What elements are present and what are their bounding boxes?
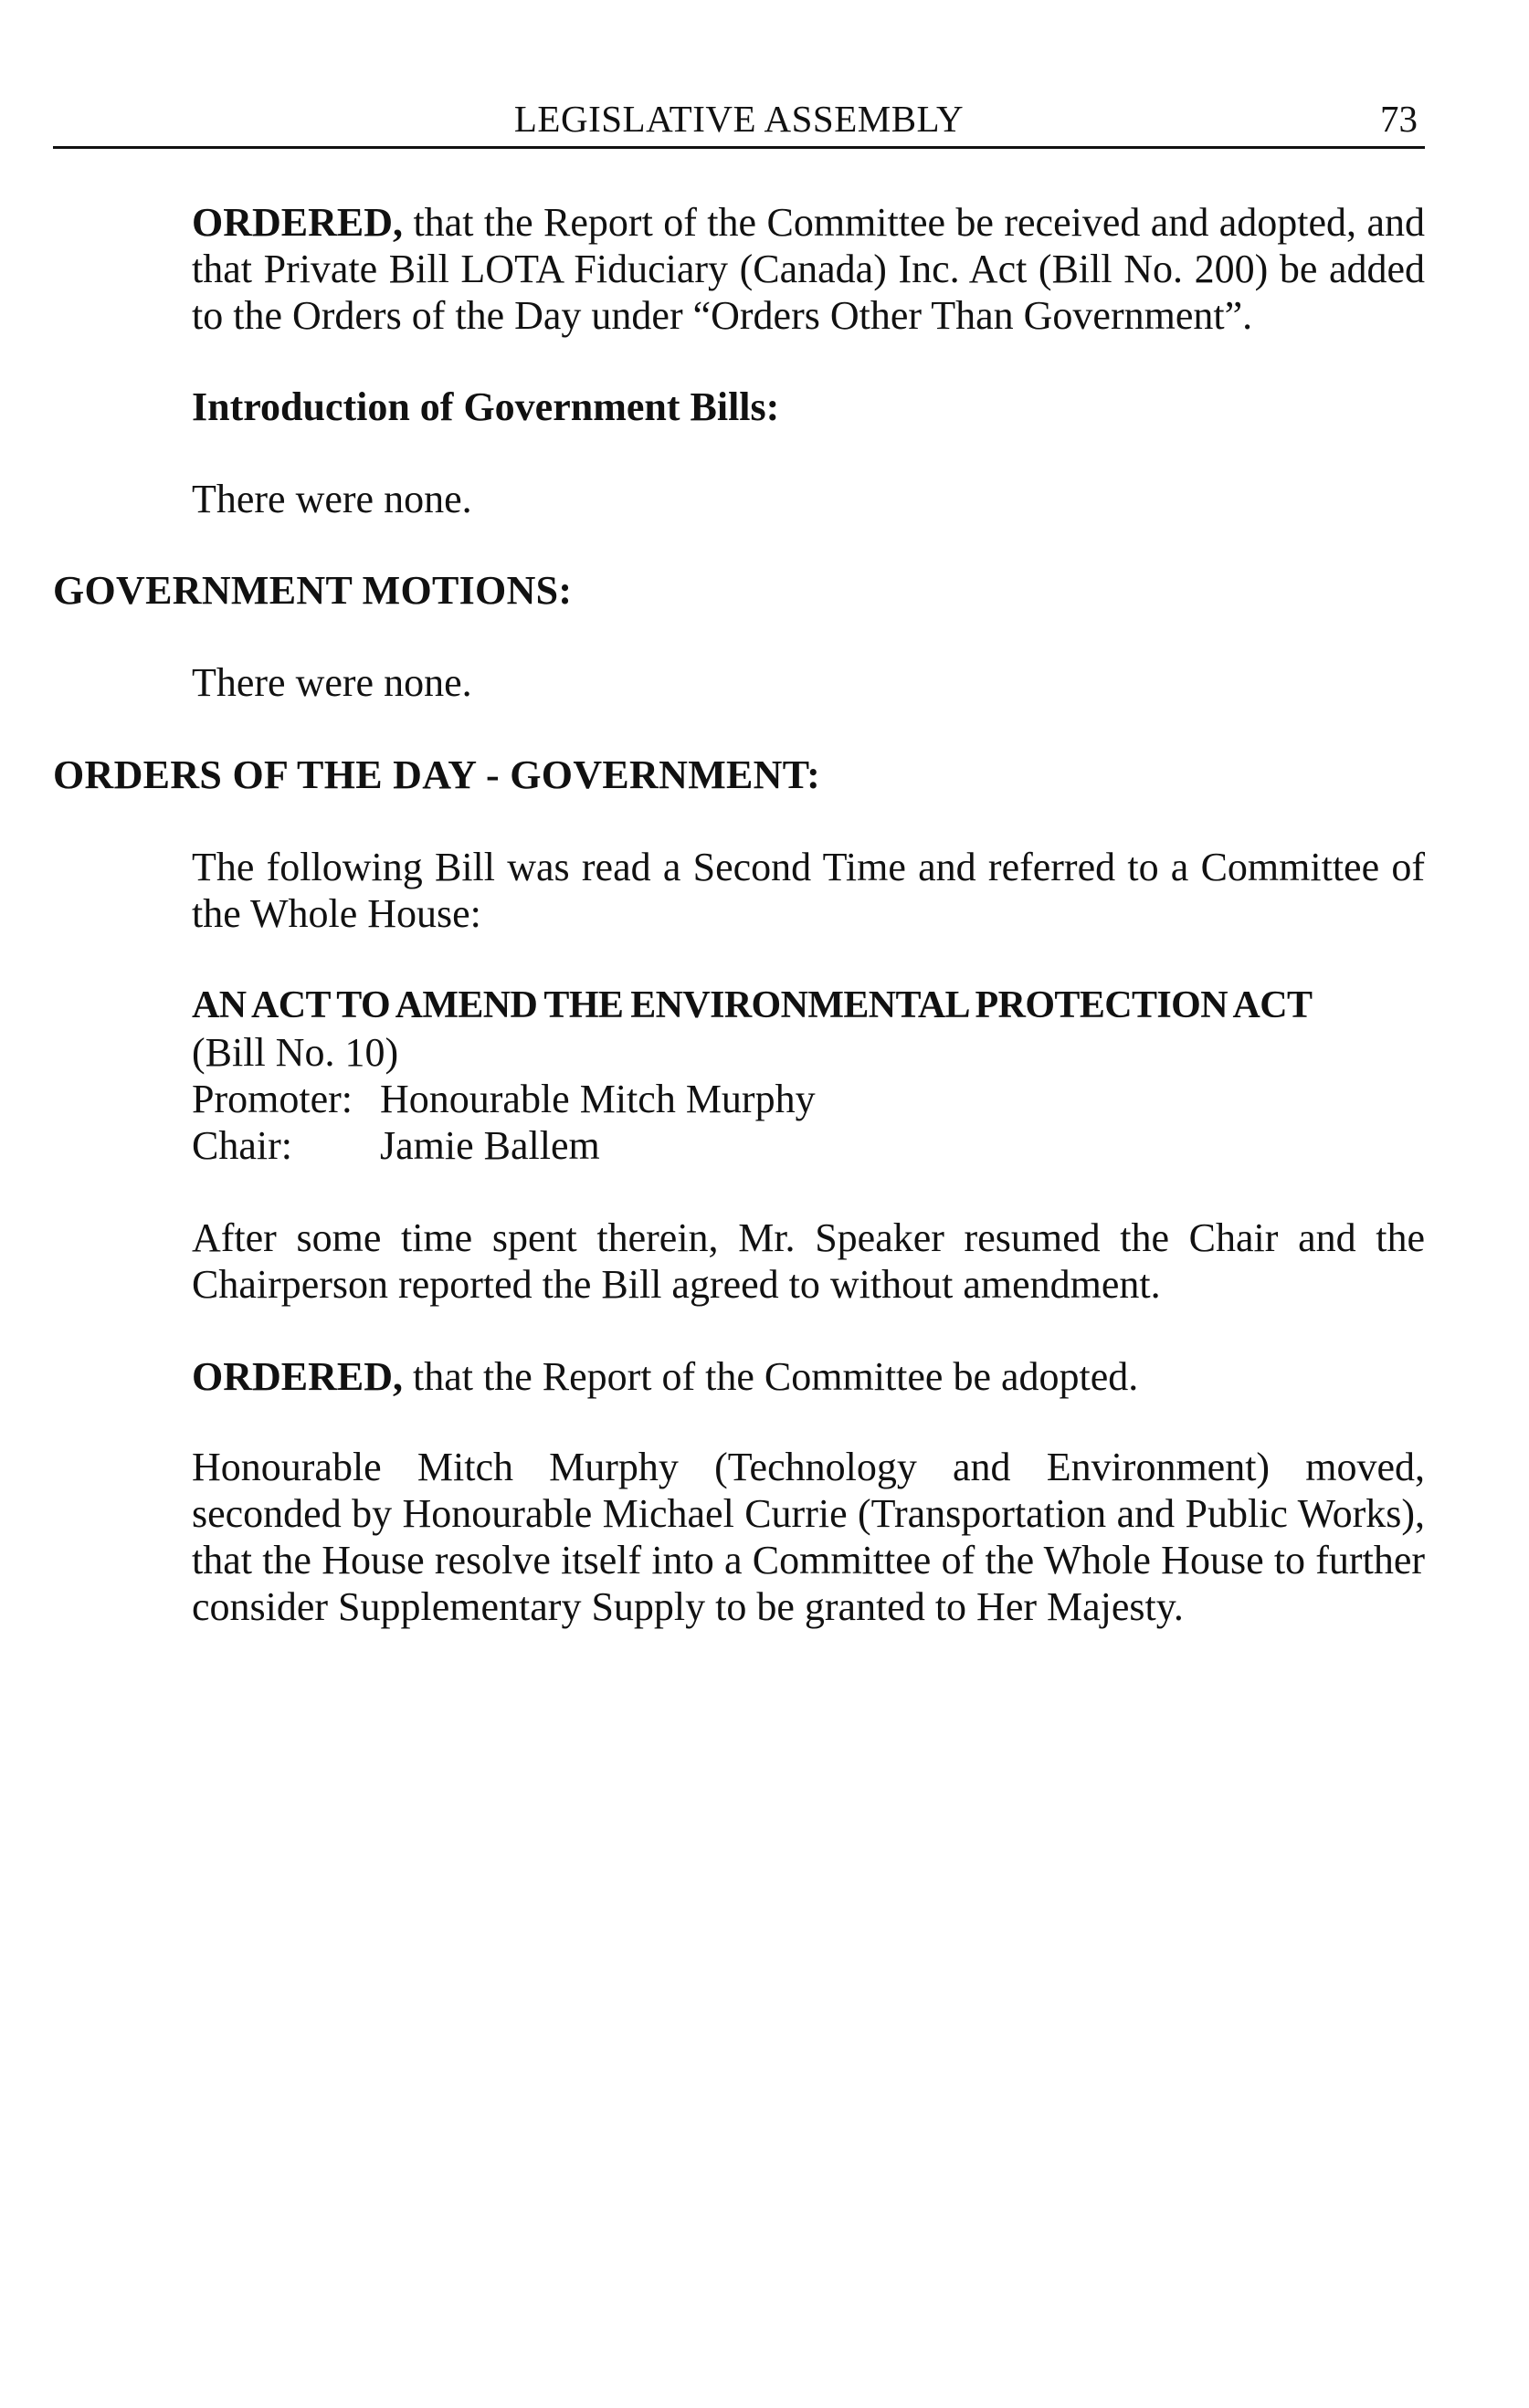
government-motions-heading: GOVERNMENT MOTIONS: [53,568,573,613]
ordered-text: that the Report of the Committee be received and adopted, and that Private Bill LOTA Fiduciary (Canada) Inc. Act (Bill No. 200) be added to the Orders of the Day under “Orders Other Than Government”. [192,200,1425,338]
bill-block [192,983,1425,1169]
intro-bills-heading: Introduction of Government Bills: [192,384,780,429]
chair-name: Jamie Ballem [380,1123,600,1168]
promoter-row [192,1076,1425,1122]
ordered-text-2: that the Report of the Committee be adopted. [403,1354,1139,1399]
ordered-paragraph-1 [192,199,1425,339]
ordered-lead: ORDERED, [192,200,404,245]
header-title: LEGISLATIVE ASSEMBLY [513,98,965,140]
chair-row [192,1122,1425,1169]
page-header [53,91,1425,149]
promoter-label: Promoter: [192,1077,353,1121]
after-paragraph: After some time spent therein, Mr. Speaker resumed the Chair and the Chairperson reported the Bill agreed to without amendment. [192,1215,1425,1307]
motion-paragraph: Honourable Mitch Murphy (Technology and Environment) moved, seconded by Honourable Michael Currie (Transportation and Public Works), that the House resolve itself into a Committee of the Whole House to further consider Supplementary Supply to be granted to Her Majesty. [192,1445,1425,1629]
ordered-paragraph-2 [192,1353,1425,1400]
government-motions-text: There were none. [192,660,472,705]
bill-number: (Bill No. 10) [192,1030,399,1075]
chair-label: Chair: [192,1123,292,1168]
orders-of-day-heading: ORDERS OF THE DAY - GOVERNMENT: [53,752,821,797]
orders-of-day-text: The following Bill was read a Second Time and referred to a Committee of the Whole House: [192,845,1425,936]
bill-title: AN ACT TO AMEND THE ENVIRONMENTAL PROTECTION ACT [192,984,1313,1026]
ordered-lead-2: ORDERED, [192,1354,404,1399]
promoter-name: Honourable Mitch Murphy [380,1077,816,1121]
intro-bills-text: There were none. [192,477,472,521]
page-number: 73 [1380,98,1418,140]
